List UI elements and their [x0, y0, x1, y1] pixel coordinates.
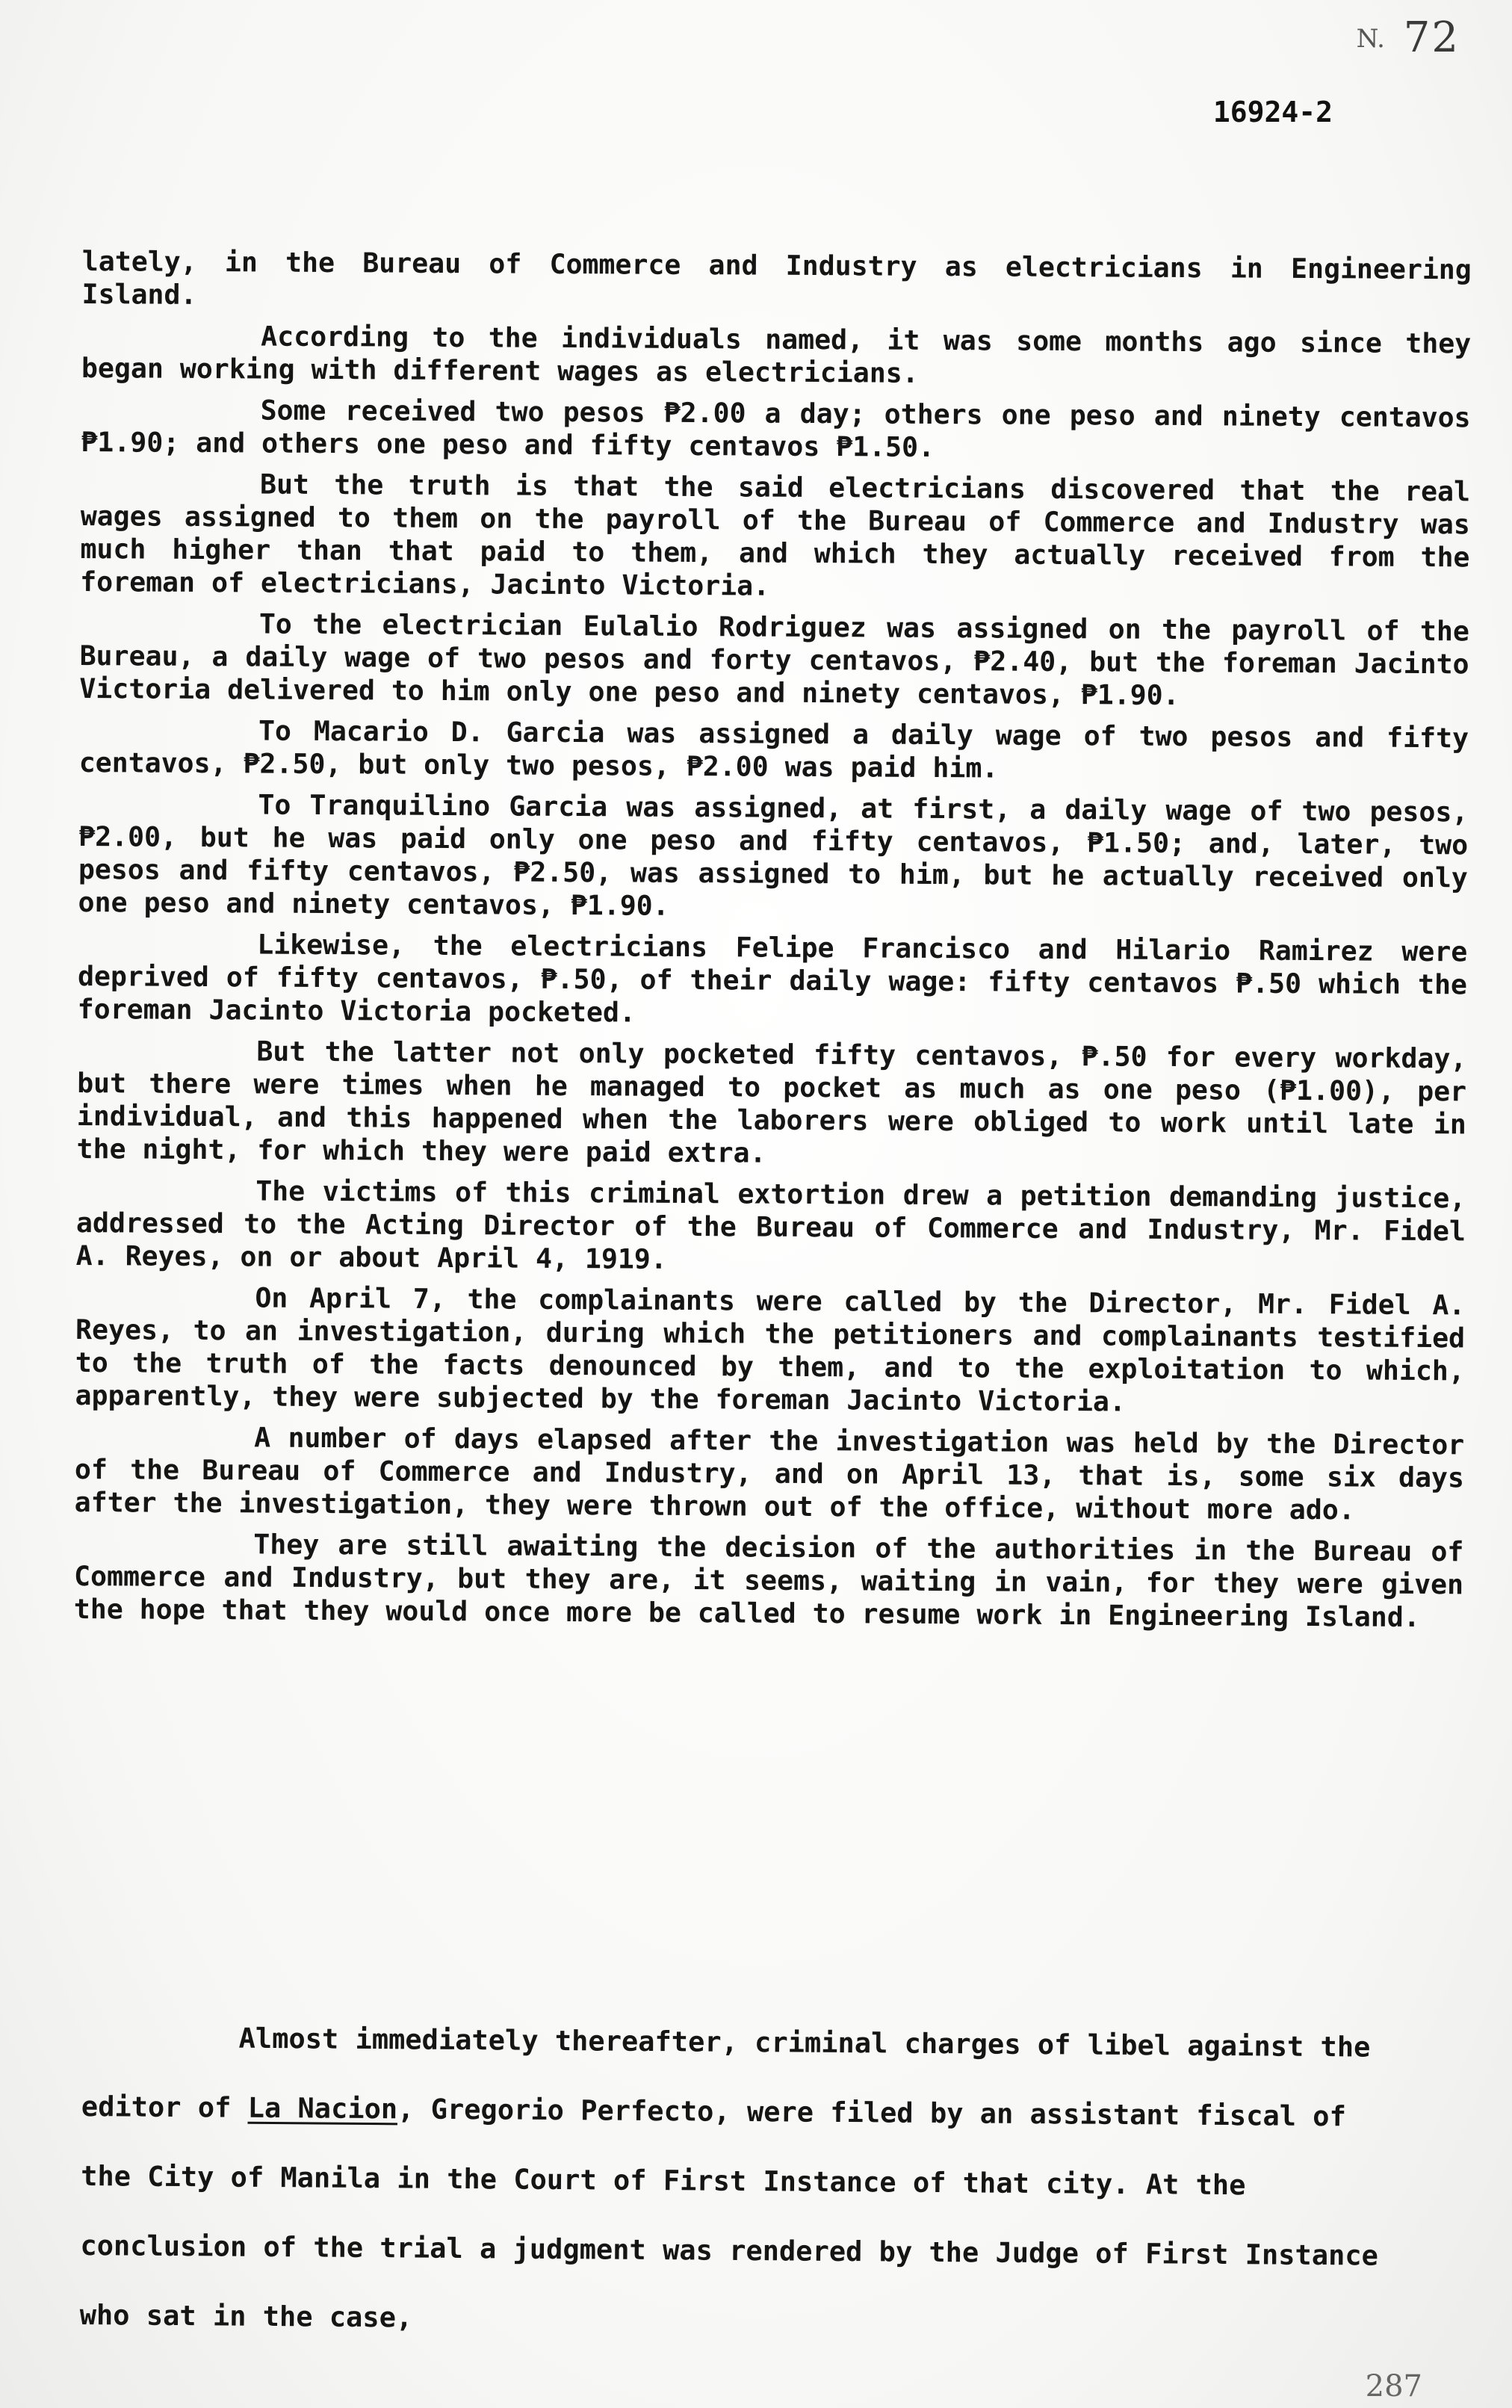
text-run: , Gregorio Perfecto, were filed by an assistant fiscal of the City of Manila in the Court of First Instance of that city. At the conclusion of the trial a judgment was rendered by the Judge of First Instance who sat in the case,: [79, 2093, 1379, 2334]
paragraph: lately, in the Bureau of Commerce and Industry as electricians in Engineering Island.: [81, 245, 1472, 311]
paragraph: They are still awaiting the decision of the authorities in the Bureau of Commerce and Industry, but they are, it seems, waiting in vain, for they were given the hope that they would once more be called to resume work in Engineering Island.: [73, 1528, 1464, 1633]
single-spaced-block: [74, 245, 1472, 1642]
document-id: 16924-2: [1212, 96, 1333, 129]
paragraph: [79, 2002, 1397, 2360]
page-number-mark: N.: [1356, 24, 1385, 54]
paragraph: According to the individuals named, it was some months ago since they began working with different wages as electricians.: [81, 320, 1472, 389]
footer-mark: 287: [1365, 2369, 1422, 2404]
paragraph: But the latter not only pocketed fifty centavos, ₱.50 for every workday, but there were times when he managed to pocket as much as one peso (₱1.00), per individual, and this happened when the laborers were obliged to work until late in the night, for which they were paid extra.: [76, 1035, 1467, 1169]
paragraph: To Macario D. Garcia was assigned a daily wage of two pesos and fifty centavos, ₱2.50, but only two pesos, ₱2.00 was paid him.: [78, 714, 1469, 784]
paragraph: To the electrician Eulalio Rodriguez was assigned on the payroll of the Bureau, a daily wage of two pesos and forty centavos, ₱2.40, but the foreman Jacinto Victoria delivered to him only one peso and ninety centavos, ₱1.90.: [79, 607, 1470, 711]
newspaper-title: La Nacion: [247, 2091, 398, 2126]
page-number: 72: [1403, 13, 1460, 62]
paragraph: A number of days elapsed after the investigation was held by the Director of the Bureau of Commerce and Industry, and on April 13, that is, some six days after the investigation, they were thrown out of the office, without more ado.: [74, 1421, 1465, 1526]
paragraph: Some received two pesos ₱2.00 a day; others one peso and ninety centavos ₱1.90; and others one peso and fifty centavos ₱1.50.: [81, 394, 1471, 463]
paragraph: The victims of this criminal extortion drew a petition demanding justice, addressed to the Acting Director of the Bureau of Commerce and Industry, Mr. Fidel A. Reyes, on or about April 4, 1919.: [75, 1174, 1466, 1275]
text-run: Almost immediately thereafter, criminal charges of libel against the editor of: [81, 2022, 1371, 2124]
paragraph: Likewise, the electricians Felipe Francisco and Hilario Ramirez were deprived of fifty centavos, ₱.50, of their daily wage: fifty centavos ₱.50 which the foreman Jacinto Victoria pocketed.: [77, 928, 1468, 1029]
double-spaced-block: [79, 2002, 1397, 2360]
paragraph: To Tranquilino Garcia was assigned, at first, a daily wage of two pesos, ₱2.00, but he was paid only one peso and fifty centavos, ₱1.50; and, later, two pesos and fifty centavos, ₱2.50, was assigned to him, but he actually received only one peso and ninety centavos, ₱1.90.: [78, 788, 1469, 922]
paragraph: On April 7, the complainants were called by the Director, Mr. Fidel A. Reyes, to an investigation, during which the petitioners and complainants testified to the truth of the facts denounced by them, and to the exploitation to which, apparently, they were subjected by the foreman Jacinto Victoria.: [75, 1281, 1466, 1418]
paragraph: But the truth is that the said electricians discovered that the real wages assigned to them on the payroll of the Bureau of Commerce and Industry was much higher than that paid to them, and which they actually received from the foreman of electricians, Jacinto Victoria.: [80, 468, 1471, 602]
